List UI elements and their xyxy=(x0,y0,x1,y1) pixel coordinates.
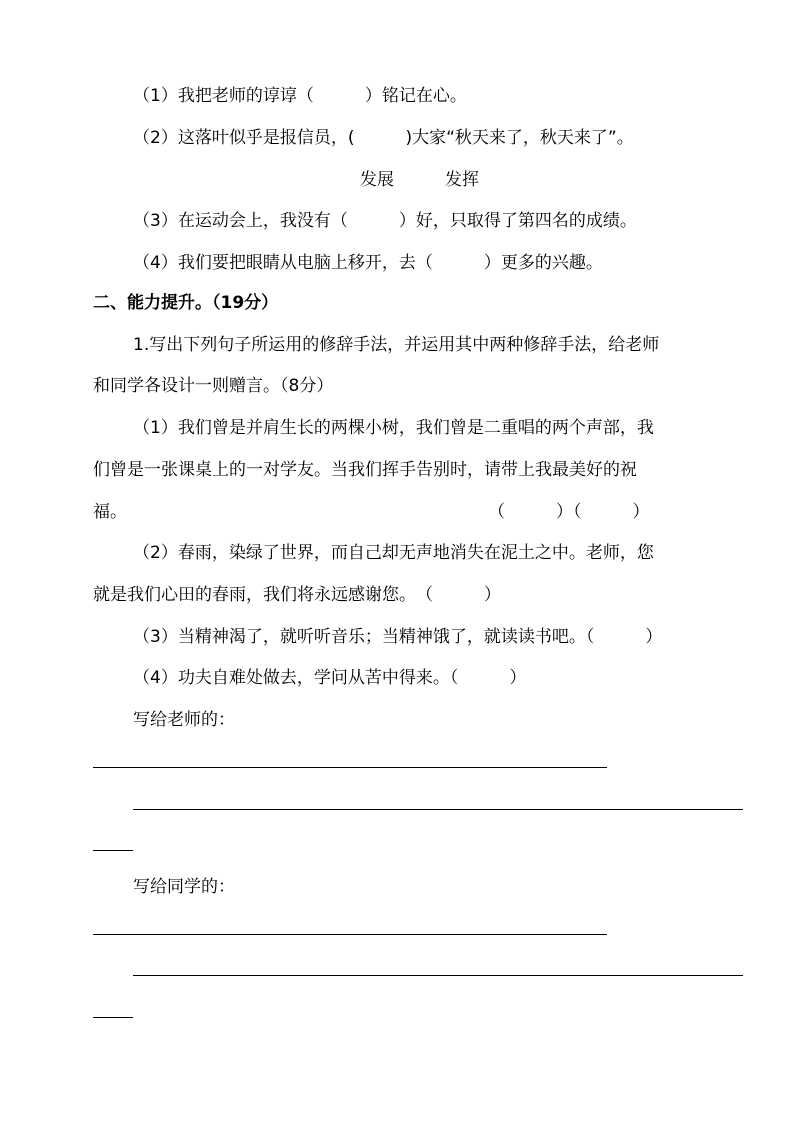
sentence-1-line-3: 福。 xyxy=(93,502,127,522)
answer-line xyxy=(93,1017,133,1018)
task-instruction-line-2: 和同学各设计一则赠言。（8分） xyxy=(93,376,334,396)
answer-line xyxy=(93,850,133,851)
answer-line xyxy=(133,975,743,976)
sentence-1-line-2: 们曾是一张课桌上的一对学友。当我们挥手告别时，请带上我最美好的祝 xyxy=(93,460,637,480)
sentence-1-answer-blanks: （ ）（ ） xyxy=(488,502,650,522)
sentence-1-line-1: （1）我们曾是并肩生长的两棵小树，我们曾是二重唱的两个声部，我 xyxy=(133,418,654,438)
word-options: 发展 发挥 xyxy=(360,170,479,190)
question-2: （2）这落叶似乎是报信员，( )大家“秋天来了，秋天来了”。 xyxy=(133,128,634,148)
answer-line xyxy=(133,809,743,810)
answer-line xyxy=(93,767,607,768)
answer-line xyxy=(93,934,607,935)
task-instruction-line-1: 1.写出下列句子所运用的修辞手法，并运用其中两种修辞手法，给老师 xyxy=(133,335,660,355)
sentence-2-line-1: （2）春雨，染绿了世界，而自己却无声地消失在泥土之中。老师，您 xyxy=(133,543,654,563)
question-3: （3）在运动会上，我没有（ ）好，只取得了第四名的成绩。 xyxy=(133,211,637,231)
sentence-3: （3）当精神渴了，就听听音乐；当精神饿了，就读读书吧。（ ） xyxy=(133,627,663,647)
write-to-teacher-label: 写给老师的： xyxy=(133,710,235,730)
section-heading: 二、能力提升。（19分） xyxy=(93,293,279,313)
question-1: （1）我把老师的谆谆（ ）铭记在心。 xyxy=(133,86,467,106)
write-to-classmate-label: 写给同学的： xyxy=(133,877,235,897)
sentence-4: （4）功夫自难处做去，学问从苦中得来。（ ） xyxy=(133,668,527,688)
sentence-2-line-2: 就是我们心田的春雨，我们将永远感谢您。 （ ） xyxy=(93,585,501,605)
question-4: （4）我们要把眼睛从电脑上移开，去（ ）更多的兴趣。 xyxy=(133,253,603,273)
